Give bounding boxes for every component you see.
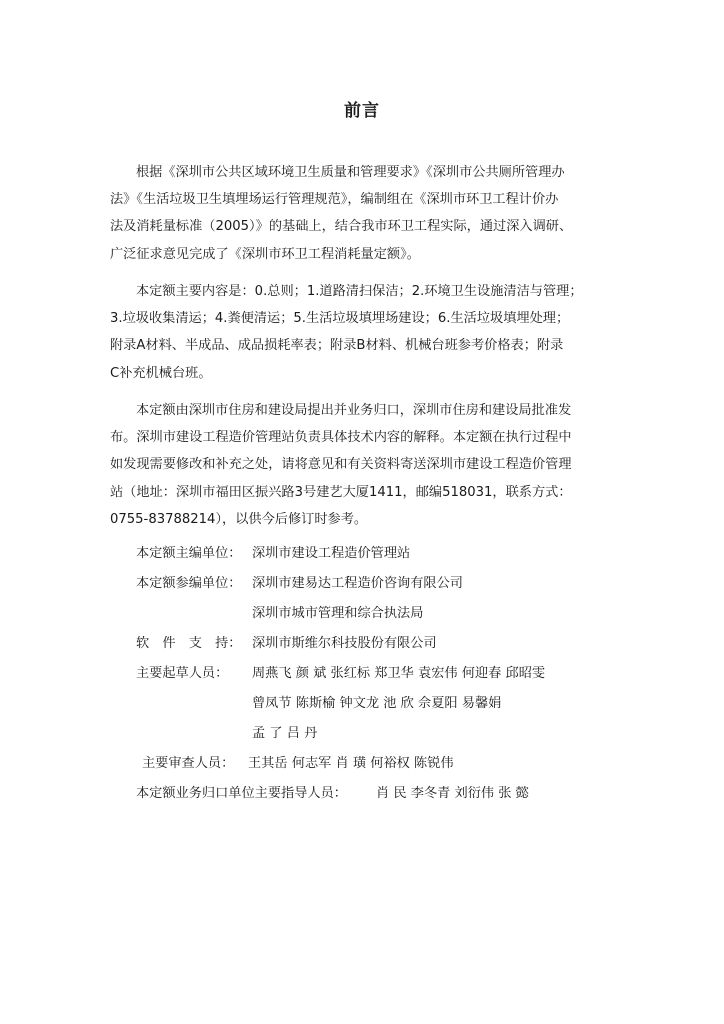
paragraph-basis (110, 159, 620, 268)
paragraph-line: C补充机械台班。 (110, 365, 212, 381)
credit-row-drafters (110, 659, 630, 689)
credit-row-drafters-cont (110, 719, 630, 749)
credit-value: 深圳市斯维尔科技股份有限公司 (252, 636, 437, 651)
paragraph-line: 法及消耗量标准（2005）》的基础上，结合我市环卫工程实际，通过深入调研、 (110, 219, 573, 235)
credit-label: 本定额参编单位： (136, 576, 242, 591)
paragraph-line: 3.垃圾收集清运；4.粪便清运；5.生活垃圾填埋场建设；6.生活垃圾填埋处理； (110, 311, 570, 327)
credit-value: 深圳市城市管理和综合执法局 (252, 606, 424, 621)
credit-label: 主要审查人员： (142, 756, 235, 771)
paragraph-line: 本定额主要内容是：0.总则；1.道路清扫保洁；2.环境卫生设施清洁与管理； (136, 284, 583, 299)
credit-row-software (110, 629, 630, 659)
credit-value: 深圳市建易达工程造价咨询有限公司 (252, 576, 463, 591)
credit-row-guides (110, 779, 630, 809)
paragraph-line: 广泛征求意见完成了《深圳市环卫工程消耗量定额》。 (110, 246, 420, 262)
paragraph-line: 布。深圳市建设工程造价管理站负责具体技术内容的解释。本定额在执行过程中 (110, 430, 572, 446)
paragraph-line: 根据《深圳市公共区域环境卫生质量和管理要求》《深圳市公共厕所管理办 (136, 165, 565, 180)
credit-value: 周燕飞 颜 斌 张红标 郑卫华 袁宏伟 何迎春 邱昭雯 (252, 666, 546, 681)
credit-label: 本定额主编单位： (136, 546, 242, 561)
paragraph-line: 站（地址：深圳市福田区振兴路3号建艺大厦1411，邮编518031，联系方式： (110, 484, 572, 500)
credit-row-editor (110, 539, 630, 569)
credit-value: 深圳市建设工程造价管理站 (252, 546, 411, 561)
credit-label: 本定额业务归口单位主要指导人员： (136, 786, 347, 801)
credit-value: 孟 了 吕 丹 (252, 726, 318, 741)
credit-value: 王其岳 何志军 肖 璜 何裕权 陈锐伟 (248, 756, 454, 771)
page-title: 前言 (344, 101, 380, 121)
credit-row-co-editor (110, 569, 630, 599)
credit-value: 曾凤节 陈斯榆 钟文龙 池 欣 佘夏阳 易馨娟 (252, 696, 502, 711)
credit-row-drafters-cont (110, 689, 630, 719)
credits-block (110, 539, 630, 809)
credit-value: 肖 民 李冬青 刘衍伟 张 懿 (376, 786, 529, 801)
paragraph-line: 附录A材料、半成品、成品损耗率表；附录B材料、机械台班参考价格表；附录 (110, 338, 564, 354)
credit-label: 主要起草人员： (136, 666, 229, 681)
paragraph-authority (110, 397, 620, 533)
paragraph-line: 如发现需要修改和补充之处，请将意见和有关资料寄送深圳市建设工程造价管理 (110, 457, 572, 473)
paragraph-line: 0755-83788214），以供今后修订时参考。 (110, 511, 368, 527)
credit-row-co-editor-cont (110, 599, 630, 629)
paragraph-line: 法》《生活垃圾卫生填埋场运行管理规范》，编制组在《深圳市环卫工程计价办 (110, 192, 559, 208)
credit-row-reviewers (110, 749, 630, 779)
paragraph-line: 本定额由深圳市住房和建设局提出并业务归口，深圳市住房和建设局批准发 (136, 403, 572, 418)
credit-label: 软 件 支 持： (136, 636, 242, 651)
paragraph-contents (110, 278, 620, 387)
